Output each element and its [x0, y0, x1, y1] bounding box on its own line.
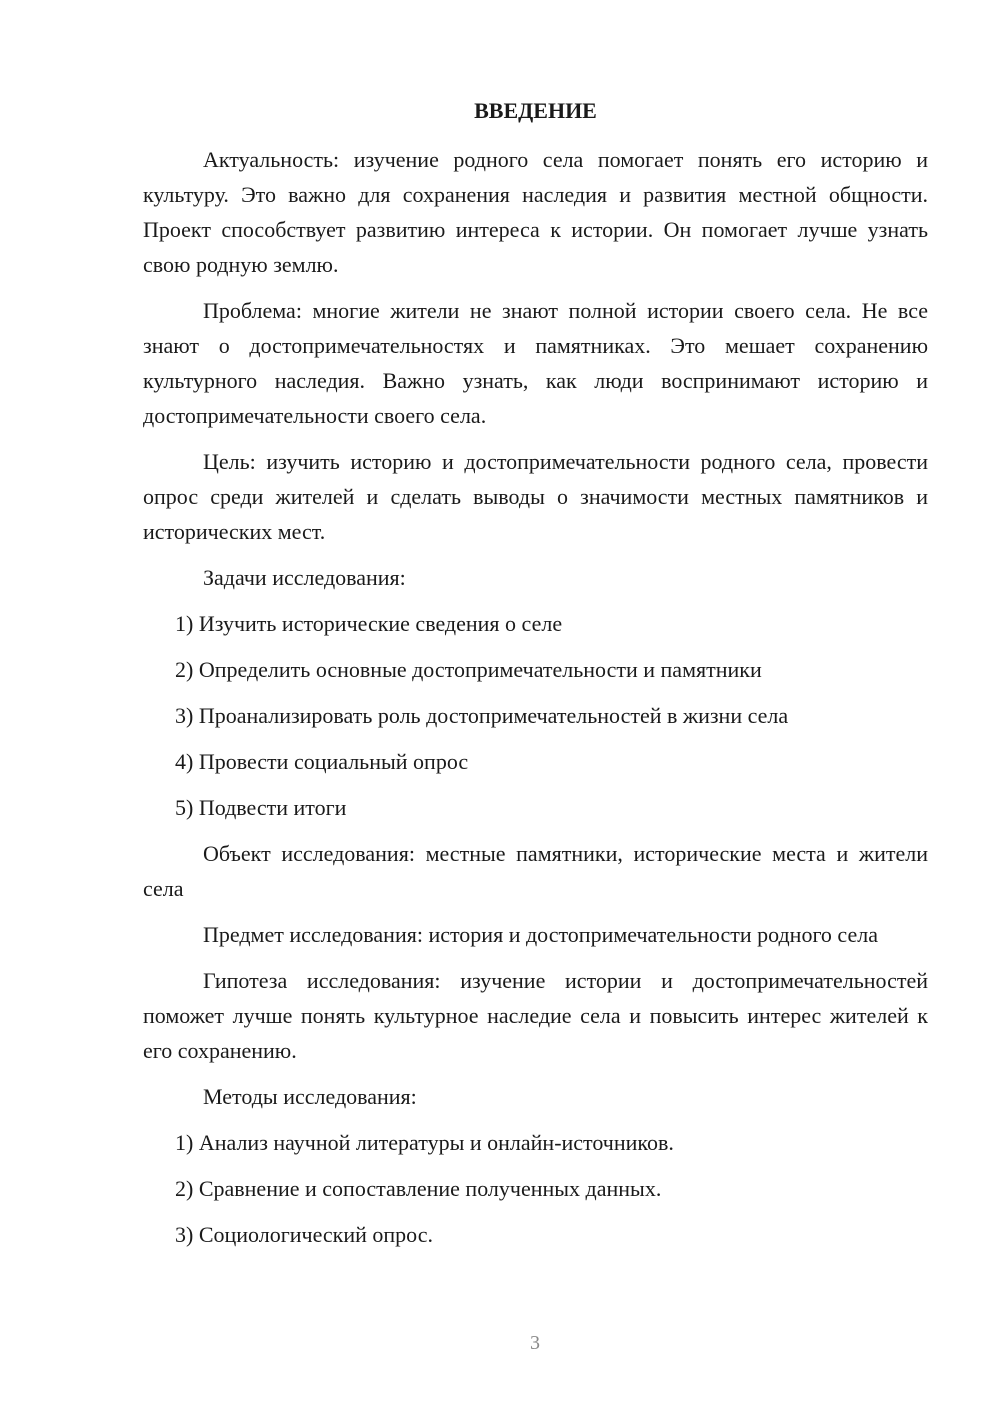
goal-paragraph: Цель: изучить историю и достопримечательности родного села, провести опрос среди жителей и сделать выводы о значимости местных памятников и исторических мест.	[143, 449, 928, 544]
method-item-2: 2) Сравнение и сопоставление полученных данных.	[175, 1176, 662, 1201]
object-paragraph: Объект исследования: местные памятники, исторические места и жители села	[143, 841, 928, 901]
subject-paragraph: Предмет исследования: история и достопримечательности родного села	[203, 922, 878, 947]
task-item-3: 3) Проанализировать роль достопримечательностей в жизни села	[175, 703, 789, 728]
method-item-1: 1) Анализ научной литературы и онлайн-источников.	[175, 1130, 674, 1155]
section-heading: ВВЕДЕНИЕ	[474, 98, 597, 123]
methods-label: Методы исследования:	[203, 1084, 417, 1109]
tasks-label: Задачи исследования:	[203, 565, 406, 590]
task-item-4: 4) Провести социальный опрос	[175, 749, 469, 774]
hypothesis-paragraph: Гипотеза исследования: изучение истории и достопримечательностей поможет лучше понять культурное наследие села и повысить интерес жителей к его сохранению.	[143, 968, 928, 1063]
problem-paragraph: Проблема: многие жители не знают полной истории своего села. Не все знают о достопримечательностях и памятниках. Это мешает сохранению культурного наследия. Важно узнать, как люди воспринимают историю и достопримечательности своего села.	[143, 298, 928, 428]
method-item-3: 3) Социологический опрос.	[175, 1222, 433, 1247]
document-body	[143, 93, 928, 1263]
task-item-1: 1) Изучить исторические сведения о селе	[175, 611, 563, 636]
task-item-5: 5) Подвести итоги	[175, 795, 347, 820]
relevance-paragraph: Актуальность: изучение родного села помогает понять его историю и культуру. Это важно для сохранения наследия и развития местной общности. Проект способствует развитию интереса к истории. Он помогает лучше узнать свою родную землю.	[143, 147, 928, 277]
task-item-2: 2) Определить основные достопримечательности и памятники	[175, 657, 762, 682]
page-number: 3	[530, 1332, 540, 1354]
